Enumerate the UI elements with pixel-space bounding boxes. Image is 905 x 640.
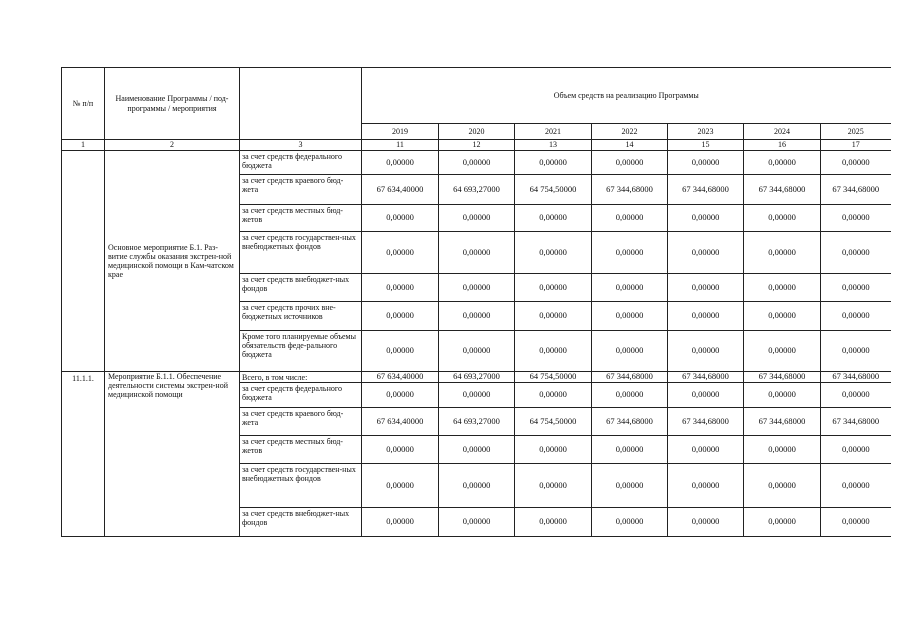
value-cell: 0,00000 (362, 302, 439, 331)
value-cell: 0,00000 (821, 508, 891, 537)
value-cell: 0,00000 (744, 464, 821, 508)
block-number: 11.1.1. (62, 372, 105, 537)
header-blank (240, 68, 362, 140)
value-cell: 64 693,27000 (439, 408, 515, 436)
value-cell: 0,00000 (515, 302, 592, 331)
value-cell: 0,00000 (821, 151, 891, 175)
value-cell: 67 344,68000 (592, 372, 668, 383)
value-cell: 64 693,27000 (439, 175, 515, 205)
value-cell: 0,00000 (744, 383, 821, 408)
value-cell: 64 754,50000 (515, 175, 592, 205)
block-number (62, 151, 105, 372)
year-cell: 2023 (668, 124, 744, 140)
value-cell: 0,00000 (668, 232, 744, 274)
value-cell: 0,00000 (515, 331, 592, 372)
value-cell: 0,00000 (592, 302, 668, 331)
col-number: 13 (515, 140, 592, 151)
col-number: 14 (592, 140, 668, 151)
value-cell: 0,00000 (668, 205, 744, 232)
value-cell: 0,00000 (439, 274, 515, 302)
value-cell: 67 344,68000 (821, 408, 891, 436)
value-cell: 0,00000 (362, 383, 439, 408)
value-cell: 0,00000 (439, 436, 515, 464)
value-cell: 0,00000 (668, 151, 744, 175)
value-cell: 0,00000 (668, 302, 744, 331)
funding-source: за счет средств местных бюд-жетов (240, 436, 362, 464)
value-cell: 0,00000 (439, 383, 515, 408)
value-cell: 0,00000 (515, 383, 592, 408)
value-cell: 0,00000 (515, 436, 592, 464)
value-cell: 67 344,68000 (744, 175, 821, 205)
value-cell: 0,00000 (592, 232, 668, 274)
value-cell: 0,00000 (592, 436, 668, 464)
value-cell: 0,00000 (821, 274, 891, 302)
funding-source: за счет средств прочих вне-бюджетных источников (240, 302, 362, 331)
value-cell: 0,00000 (821, 331, 891, 372)
program-name: Основное мероприятие Б.1. Раз-витие службы оказания экстрен-ной медицинской помощи в Кам-чатском крае (105, 151, 240, 372)
funding-source: за счет средств местных бюд-жетов (240, 205, 362, 232)
value-cell: 0,00000 (668, 436, 744, 464)
value-cell: 0,00000 (744, 274, 821, 302)
value-cell: 0,00000 (439, 508, 515, 537)
header-funds: Объем средств на реализацию Программы (362, 68, 891, 124)
value-cell: 0,00000 (668, 331, 744, 372)
value-cell: 0,00000 (668, 274, 744, 302)
value-cell: 0,00000 (744, 232, 821, 274)
table-row (62, 372, 891, 383)
value-cell: 0,00000 (515, 508, 592, 537)
value-cell: 0,00000 (439, 232, 515, 274)
value-cell: 67 344,68000 (668, 372, 744, 383)
value-cell: 0,00000 (362, 464, 439, 508)
value-cell: 0,00000 (592, 383, 668, 408)
value-cell: 0,00000 (362, 274, 439, 302)
value-cell: 0,00000 (439, 302, 515, 331)
funding-source: за счет средств внебюджет-ных фондов (240, 508, 362, 537)
value-cell: 0,00000 (515, 151, 592, 175)
funding-source: за счет средств федерального бюджета (240, 151, 362, 175)
value-cell: 67 344,68000 (744, 372, 821, 383)
value-cell: 0,00000 (821, 383, 891, 408)
header-name: Наименование Программы / под-программы / мероприятия (105, 68, 240, 140)
value-cell: 67 634,40000 (362, 408, 439, 436)
value-cell: 0,00000 (592, 151, 668, 175)
value-cell: 0,00000 (439, 331, 515, 372)
year-cell: 2022 (592, 124, 668, 140)
value-cell: 67 344,68000 (821, 372, 891, 383)
value-cell: 67 344,68000 (744, 408, 821, 436)
header-num: № п/п (62, 68, 105, 140)
funding-source: за счет средств федерального бюджета (240, 383, 362, 408)
value-cell: 0,00000 (515, 205, 592, 232)
value-cell: 67 344,68000 (668, 175, 744, 205)
funding-source: за счет средств внебюджет-ных фондов (240, 274, 362, 302)
value-cell: 0,00000 (592, 464, 668, 508)
col-number: 12 (439, 140, 515, 151)
value-cell: 64 754,50000 (515, 408, 592, 436)
value-cell: 0,00000 (592, 274, 668, 302)
value-cell: 0,00000 (668, 383, 744, 408)
value-cell: 0,00000 (362, 232, 439, 274)
col-number: 1 (62, 140, 105, 151)
funding-source: за счет средств государствен-ных внебюджетных фондов (240, 464, 362, 508)
value-cell: 0,00000 (439, 464, 515, 508)
value-cell: 0,00000 (668, 464, 744, 508)
value-cell: 0,00000 (744, 331, 821, 372)
funding-table (61, 67, 891, 537)
funding-source: Кроме того планируемые объемы обязательств феде-рального бюджета (240, 331, 362, 372)
value-cell: 0,00000 (744, 205, 821, 232)
value-cell: 0,00000 (362, 436, 439, 464)
value-cell: 0,00000 (362, 331, 439, 372)
col-number: 16 (744, 140, 821, 151)
value-cell: 0,00000 (439, 205, 515, 232)
value-cell: 67 634,40000 (362, 372, 439, 383)
value-cell: 0,00000 (515, 464, 592, 508)
value-cell: 0,00000 (821, 436, 891, 464)
value-cell: 0,00000 (744, 436, 821, 464)
header-row (62, 68, 891, 124)
value-cell: 67 344,68000 (592, 175, 668, 205)
table-row (62, 151, 891, 175)
year-cell: 2021 (515, 124, 592, 140)
program-name: Мероприятие Б.1.1. Обеспечение деятельности системы экстрен-ной медицинской помощи (105, 372, 240, 537)
value-cell: 0,00000 (592, 205, 668, 232)
value-cell: 0,00000 (362, 205, 439, 232)
value-cell: 64 754,50000 (515, 372, 592, 383)
value-cell: 0,00000 (744, 302, 821, 331)
value-cell: 0,00000 (821, 232, 891, 274)
value-cell: 67 634,40000 (362, 175, 439, 205)
funding-source: за счет средств краевого бюд-жета (240, 408, 362, 436)
col-number: 11 (362, 140, 439, 151)
value-cell: 0,00000 (362, 151, 439, 175)
year-cell: 2024 (744, 124, 821, 140)
value-cell: 0,00000 (744, 151, 821, 175)
col-number: 15 (668, 140, 744, 151)
value-cell: 67 344,68000 (668, 408, 744, 436)
value-cell: 0,00000 (362, 508, 439, 537)
value-cell: 0,00000 (515, 274, 592, 302)
value-cell: 67 344,68000 (592, 408, 668, 436)
value-cell: 0,00000 (668, 508, 744, 537)
column-number-row (62, 140, 891, 151)
funding-source: за счет средств краевого бюд-жета (240, 175, 362, 205)
value-cell: 0,00000 (821, 302, 891, 331)
col-number: 17 (821, 140, 891, 151)
value-cell: 64 693,27000 (439, 372, 515, 383)
value-cell: 67 344,68000 (821, 175, 891, 205)
funding-source: за счет средств государствен-ных внебюджетных фондов (240, 232, 362, 274)
value-cell: 0,00000 (515, 232, 592, 274)
value-cell: 0,00000 (821, 464, 891, 508)
year-cell: 2020 (439, 124, 515, 140)
value-cell: 0,00000 (592, 508, 668, 537)
funding-source: Всего, в том числе: (240, 372, 362, 383)
value-cell: 0,00000 (744, 508, 821, 537)
col-number: 2 (105, 140, 240, 151)
col-number: 3 (240, 140, 362, 151)
value-cell: 0,00000 (439, 151, 515, 175)
value-cell: 0,00000 (821, 205, 891, 232)
year-cell: 2019 (362, 124, 439, 140)
year-cell: 2025 (821, 124, 891, 140)
value-cell: 0,00000 (592, 331, 668, 372)
